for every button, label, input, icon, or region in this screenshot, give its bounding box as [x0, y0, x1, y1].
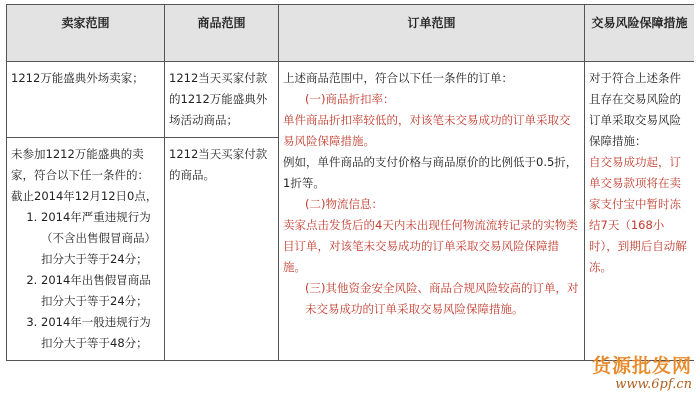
order-intro: 上述商品范围中，符合以下任一条件的订单： — [283, 71, 513, 85]
product-cell-row1 — [165, 62, 279, 138]
list-item: 3. 2014年一般违规行为扣分大于等于48分； — [41, 312, 160, 354]
seller-row1-text: 1212万能盛典外场卖家； — [11, 71, 144, 85]
list-item: 1. 2014年严重违规行为（不含出售假冒商品）扣分大于等于24分； — [41, 207, 160, 270]
header-product-scope: 商品范围 — [165, 5, 279, 62]
order-section1-example: 例如，单件商品的支付价格与商品原价的比例低于0.5折，1折等。 — [283, 155, 578, 190]
order-section3-rule: (三)其他资金安全风险、商品合规风险较高的订单，对未交易成功的订单采取交易风险保障措施。 — [305, 281, 579, 316]
measure-freeze-rule: 自交易成功起，订单交易款项将在卖家支付宝中暂时冻结7天（168小时），到期后自动解冻。 — [589, 155, 687, 274]
order-section1-rule: 单件商品折扣率较低的，对该笔未交易成功的订单采取交易风险保障措施。 — [283, 113, 571, 148]
header-risk-measures: 交易风险保障措施 — [585, 5, 695, 62]
list-item: 2. 2014年出售假冒商品扣分大于等于24分； — [41, 270, 160, 312]
product-row1-text: 1212当天买家付款的1212万能盛典外场活动商品； — [169, 71, 268, 127]
order-section2-rule: 卖家点击发货后的4天内未出现任何物流流转记录的实物类目订单，对该笔未交易成功的订单采取交易风险保障措施。 — [283, 218, 578, 274]
seller-cell-row2 — [7, 138, 165, 361]
header-seller-scope: 卖家范围 — [7, 5, 165, 62]
risk-measure-cell — [585, 62, 695, 361]
measure-intro: 对于符合上述条件且存在交易风险的订单采取交易风险保障措施： — [589, 71, 681, 148]
page — [6, 4, 694, 408]
header-row — [7, 5, 695, 62]
seller-condition-list — [11, 207, 160, 354]
watermark-brand: 货源批发网 — [591, 355, 692, 377]
watermark-url: www.6pf.cn — [615, 377, 692, 392]
rules-table — [6, 4, 694, 361]
site-watermark — [582, 351, 694, 397]
table-row — [7, 62, 695, 138]
header-order-scope: 订单范围 — [279, 5, 585, 62]
order-scope-cell — [279, 62, 585, 361]
order-section1-title: (一)商品折扣率： — [305, 92, 395, 106]
product-row2-text: 1212当天买家付款的商品。 — [169, 147, 268, 182]
order-section2-title: (二)物流信息： — [305, 197, 383, 211]
seller-cell-row1 — [7, 62, 165, 138]
seller-row2-intro: 未参加1212万能盛典的卖家，符合以下任一条件的：截止2014年12月12日0点， — [11, 147, 158, 203]
product-cell-row2 — [165, 138, 279, 361]
